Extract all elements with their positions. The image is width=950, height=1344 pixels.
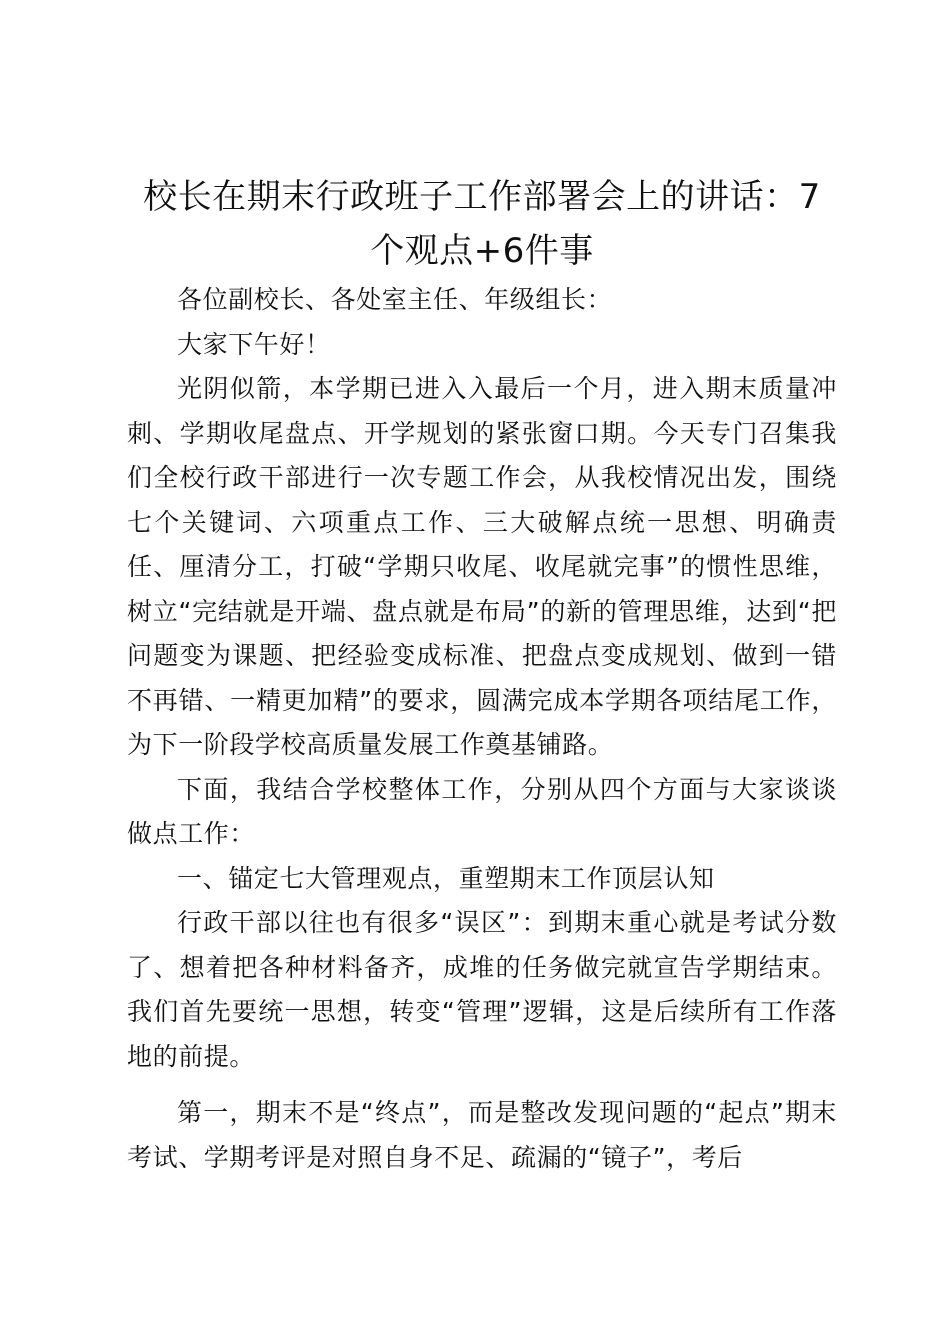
greeting: 大家下午好！ (177, 329, 331, 359)
transition-paragraph: 下面，我结合学校整体工作，分别从四个方面与大家谈谈做点工作： (127, 774, 837, 848)
intro-paragraph: 光阴似箭，本学期已进入入最后一个月，进入期末质量冲刺、学期收尾盘点、开学规划的紧张窗口期。今天专门召集我们全校行政干部进行一次专题工作会，从我校情况出发，围绕七个关键词、六项重点工作、三大破解点统一思想、明确责任、厘清分工，打破“学期只收尾、收尾就完事”的惯性思维，树立“完结就是开端、盘点就是布局”的新的管理思维，达到“把问题变为课题、把经验变成标准、把盘点变成规划、做到一错不再错、一精更加精”的要求，圆满完成本学期各项结尾工作，为下一阶段学校高质量发展工作奠基铺路。 (127, 374, 837, 759)
point-1-paragraph: 第一，期末不是“终点”，而是整改发现问题的“起点”期末考试、学期考评是对照自身不足、疏漏的“镜子”，考后 (127, 1098, 837, 1172)
document-title: 校长在期末行政班子工作部署会上的讲话：7个观点+6件事 (143, 177, 821, 271)
section-1-body: 行政干部以往也有很多“误区”：到期末重心就是考试分数了、想着把各种材料备齐，成堆的任务做完就宣告学期结束。我们首先要统一思想，转变“管理”逻辑，这是后续所有工作落地的前提。 (127, 908, 837, 1071)
salutation: 各位副校长、各处室主任、年级组长： (177, 285, 613, 314)
section-1-heading: 一、锚定七大管理观点，重塑期末工作顶层认知 (177, 863, 715, 893)
document-page (127, 170, 837, 1180)
